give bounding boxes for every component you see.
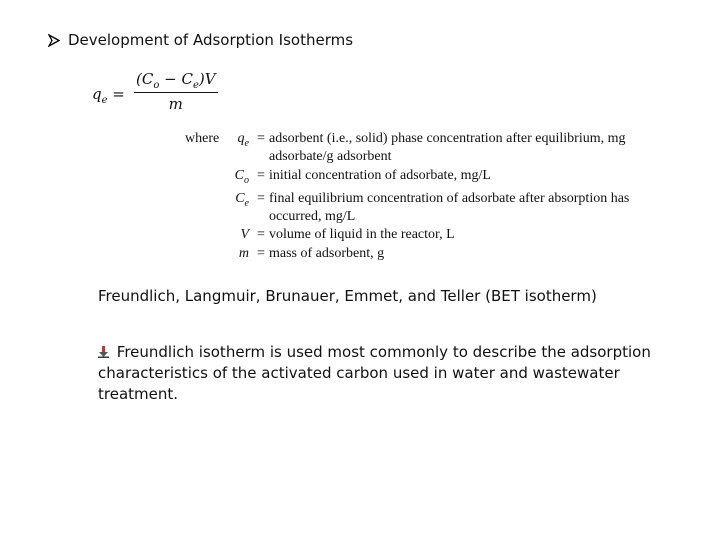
- definition-text: adsorbent (i.e., solid) phase concentration after equilibrium, mg adsorbate/g adsorbent: [269, 131, 626, 165]
- definition-row: [185, 245, 669, 263]
- bullet-paragraph: [98, 342, 698, 405]
- definition-row: [185, 130, 669, 167]
- isotherm-list: Freundlich, Langmuir, Brunauer, Emmet, and Teller (BET isotherm): [98, 287, 597, 305]
- definition-equals: =: [257, 245, 265, 261]
- down-arrow-bullet-icon: [98, 343, 110, 355]
- definition-text: final equilibrium concentration of adsorbate after absorption has occurred, mg/L: [269, 190, 630, 224]
- definition-symbol: $C_o$: [234, 167, 249, 186]
- formula-fraction: [134, 70, 218, 113]
- definition-text: volume of liquid in the reactor, L: [269, 227, 455, 243]
- definition-row: [185, 190, 669, 227]
- where-label: where: [185, 131, 220, 146]
- definition-symbol: $q_e$: [237, 131, 249, 149]
- definition-text: mass of adsorbent, g: [269, 245, 385, 261]
- definition-symbol: m: [238, 245, 249, 261]
- bullet-text: Freundlich isotherm is used most commonly to describe the adsorption characteristics of the activated carbon used in water and wastewater treatment.: [98, 343, 651, 403]
- arrow-bullet-icon: [48, 34, 62, 47]
- definition-equals: =: [257, 227, 265, 243]
- slide-heading: [48, 31, 353, 49]
- variable-definitions: [185, 130, 669, 263]
- formula-numerator: $(C_o - C_e)V$: [136, 70, 216, 91]
- definition-equals: =: [257, 167, 265, 183]
- heading-text: Development of Adsorption Isotherms: [68, 31, 354, 49]
- definition-symbol: V: [240, 227, 249, 243]
- definition-symbol: $C_e$: [235, 190, 249, 209]
- formula-denominator: m: [168, 95, 183, 113]
- definition-row: [185, 226, 669, 244]
- definition-row: [185, 167, 669, 190]
- definition-equals: =: [257, 190, 265, 206]
- definition-text: initial concentration of adsorbate, mg/L: [269, 167, 491, 183]
- definition-equals: =: [257, 131, 265, 146]
- formula-lhs: $q_e$ =: [92, 85, 125, 106]
